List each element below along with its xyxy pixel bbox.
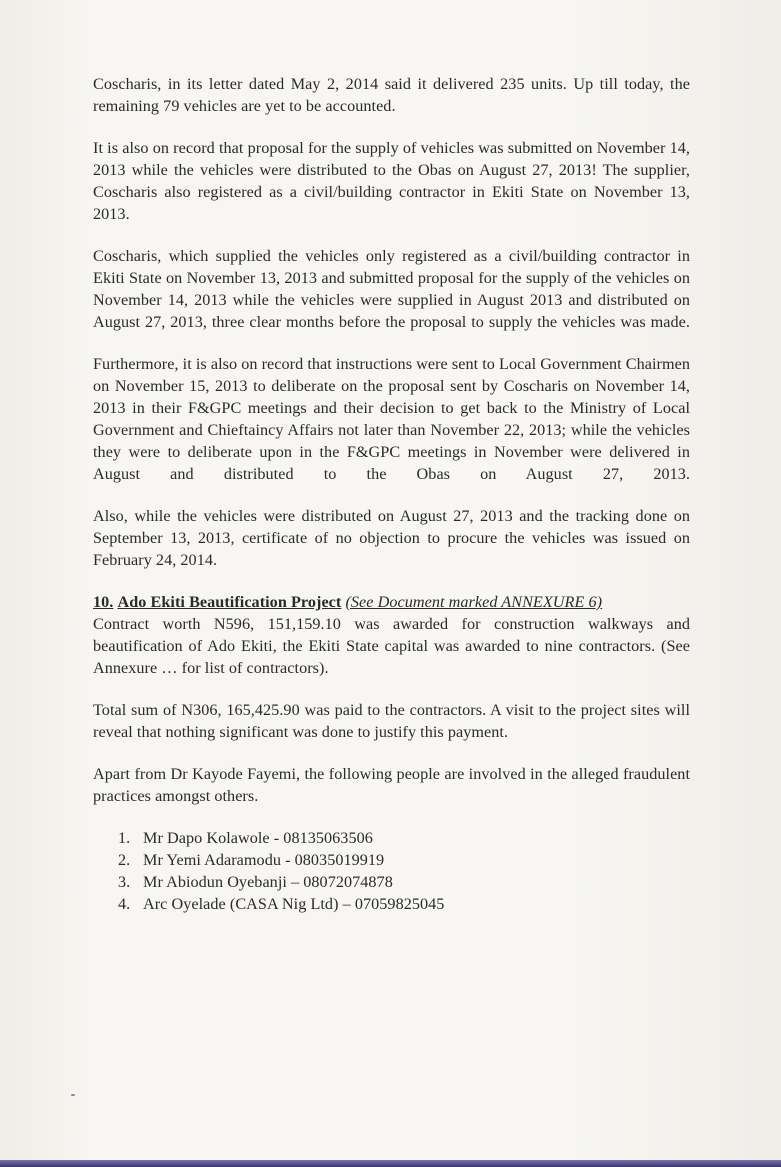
people-list (93, 827, 690, 915)
list-item-number: 2. (118, 851, 131, 869)
paragraph-coscharis-delivery: Coscharis, in its letter dated May 2, 2014 said it delivered 235 units. Up till today, the remaining 79 vehicles are yet to be accounted. (93, 75, 690, 115)
document-body (93, 73, 690, 915)
list-item (118, 827, 690, 849)
paragraph-total-paid: Total sum of N306, 165,425.90 was paid to the contractors. A visit to the project sites will reveal that nothing significant was done to justify this payment. (93, 701, 690, 741)
list-item-number: 3. (118, 873, 131, 891)
list-item (118, 849, 690, 871)
paragraph-people-involved-intro: Apart from Dr Kayode Fayemi, the following people are involved in the alleged fraudulent practices amongst others. (93, 765, 690, 805)
list-item-number: 4. (118, 895, 131, 913)
list-item-text: Mr Abiodun Oyebanji – 08072074878 (143, 873, 393, 891)
list-item-number: 1. (118, 829, 131, 847)
list-item (118, 871, 690, 893)
section-heading (93, 591, 690, 613)
paragraph-coscharis-registration: Coscharis, which supplied the vehicles only registered as a civil/building contractor in Ekiti State on November 13, 2013 and submitted proposal for the supply of the vehicles on November 14, 2013 while the vehicles were supplied in August 2013 and distributed on August 27, 2013, three clear months before the proposal to supply the vehicles was made. (93, 247, 690, 331)
paragraph-no-objection-certificate: Also, while the vehicles were distributed on August 27, 2013 and the tracking done on September 13, 2013, certificate of no objection to procure the vehicles was issued on February 24, 2014. (93, 507, 690, 569)
section-annexure-reference: (See Document marked ANNEXURE 6) (345, 593, 603, 611)
paragraph-contract-worth: Contract worth N596, 151,159.10 was awarded for construction walkways and beautification of Ado Ekiti, the Ekiti State capital was awarded to nine contractors. (See Annexure … for list of contractors). (93, 615, 690, 677)
paragraph-lg-instructions: Furthermore, it is also on record that instructions were sent to Local Government Chairmen on November 15, 2013 to deliberate on the proposal sent by Coscharis on November 14, 2013 in their F&GPC meetings and their decision to get back to the Ministry of Local Government and Chieftaincy Affairs not later than November 22, 2013; while the vehicles they were to deliberate upon in the F&GPC meetings in November were delivered in August and distributed to the Obas on August 27, 2013. (93, 355, 690, 483)
list-item-text: Mr Dapo Kolawole - 08135063506 (143, 829, 373, 847)
list-item (118, 893, 690, 915)
list-item-text: Mr Yemi Adaramodu - 08035019919 (143, 851, 385, 869)
section-number: 10. (93, 593, 114, 611)
scan-speck (71, 1094, 75, 1096)
page-bottom-edge (0, 1160, 781, 1167)
list-item-text: Arc Oyelade (CASA Nig Ltd) – 07059825045 (143, 895, 445, 913)
section-title: Ado Ekiti Beautification Project (117, 593, 342, 611)
paragraph-proposal-record: It is also on record that proposal for the supply of vehicles was submitted on November 14, 2013 while the vehicles were distributed to the Obas on August 27, 2013! The supplier, Coscharis also registered as a civil/building contractor in Ekiti State on November 13, 2013. (93, 139, 690, 223)
